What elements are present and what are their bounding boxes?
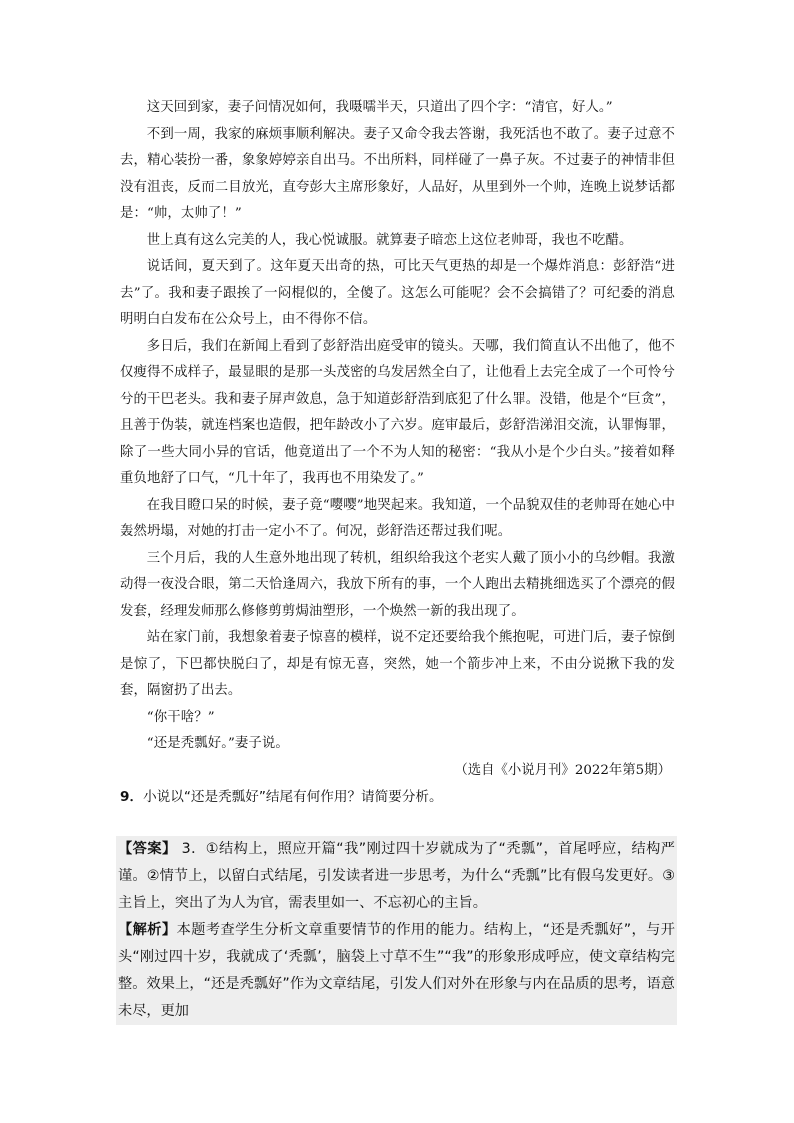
story-paragraph: 站在家门前，我想象着妻子惊喜的模样，说不定还要给我个熊抱呢，可进门后，妻子惊倒是惊了，下巴都快脱臼了，却是有惊无喜，突然，她一个箭步冲上来，不由分说揪下我的发套，隔窗扔了出去。	[120, 630, 675, 698]
document-page	[120, 95, 675, 1025]
story-paragraph: “还是秃瓢好。”妻子说。	[146, 736, 289, 751]
analysis-label: 【解析】	[118, 922, 177, 938]
answer-label: 【答案】	[118, 841, 177, 857]
answer	[118, 836, 675, 917]
question	[120, 784, 675, 810]
question-number: 9．	[120, 789, 144, 805]
answer-box	[116, 836, 677, 1025]
story-paragraph: 说话间，夏天到了。这年夏天出奇的热，可比天气更热的却是一个爆炸消息：彭舒浩“进去”了。我和妻子跟挨了一闷棍似的，全傻了。这怎么可能呢？会不会搞错了？可纪委的消息明明白白发布在公众号上，由不得你不信。	[120, 259, 675, 327]
story-paragraph: 多日后，我们在新闻上看到了彭舒浩出庭受审的镜头。天哪，我们简直认不出他了，他不仅瘦得不成样子，最显眼的是那一头茂密的乌发居然全白了，让他看上去完全成了一个可怜兮兮的干巴老头。我和妻子屏声敛息，急于知道彭舒浩到底犯了什么罪。没错，他是个“巨贪”，且善于伪装，就连档案也造假，把年龄改小了六岁。庭审最后，彭舒浩涕泪交流，认罪悔罪，除了一些大同小异的官话，他竟道出了一个不为人知的秘密：“我从小是个少白头。”接着如释重负地舒了口气，“几十年了，我再也不用染发了。”	[120, 338, 675, 486]
story-source: （选自《小说月刊》2022年第5期）	[454, 762, 671, 778]
story-text	[120, 95, 675, 758]
question-text: 小说以“还是秃瓢好”结尾有何作用？请简要分析。	[143, 789, 443, 805]
analysis-text: 本题考查学生分析文章重要情节的作用的能力。结构上，“还是秃瓢好”，与开头“刚过四十岁，我就成了‘秃瓢’，脑袋上寸草不生”“我”的形象形成呼应，使文章结构完整。效果上，“还是秃瓢好”作为文章结尾，引发人们对外在形象与内在品质的思考，语意未尽，更加	[118, 922, 675, 1019]
analysis	[118, 917, 675, 1025]
story-paragraph: “你干啥？”	[146, 709, 215, 725]
story-paragraph: 世上真有这么完美的人，我心悦诚服。就算妻子暗恋上这位老帅哥，我也不吃醋。	[146, 232, 633, 248]
answer-text: 3．①结构上，照应开篇“我”刚过四十岁就成为了“秃瓢”，首尾呼应，结构严谨。②情节上，以留白式结尾，引发读者进一步思考，为什么“秃瓢”比有假乌发更好。③主旨上，突出了为人为官，需表里如一、不忘初心的主旨。	[118, 841, 675, 911]
story-paragraph: 这天回到家，妻子问情况如何，我嗫嚅半天，只道出了四个字：“清官，好人。”	[146, 100, 613, 115]
story-paragraph: 三个月后，我的人生意外地出现了转机，组织给我这个老实人戴了顶小小的乌纱帽。我激动得一夜没合眼，第二天恰逢周六，我放下所有的事，一个人跑出去精挑细选买了个漂亮的假发套，经理发师那么修修剪剪焗油塑形，一个焕然一新的我出现了。	[120, 550, 675, 619]
story-paragraph: 在我目瞪口呆的时候，妻子竟“嘤嘤”地哭起来。我知道，一个品貌双佳的老帅哥在她心中轰然坍塌，对她的打击一定小不了。何况，彭舒浩还帮过我们呢。	[120, 497, 675, 539]
story-paragraph: 不到一周，我家的麻烦事顺利解决。妻子又命令我去答谢，我死活也不敢了。妻子过意不去，精心装扮一番，象象婷婷亲自出马。不出所料，同样碰了一鼻子灰。不过妻子的神情非但没有沮丧，反而二目放光，直夸彭大主席形象好，人品好，从里到外一个帅，连晚上说梦话都是：“帅，太帅了！”	[120, 126, 675, 221]
